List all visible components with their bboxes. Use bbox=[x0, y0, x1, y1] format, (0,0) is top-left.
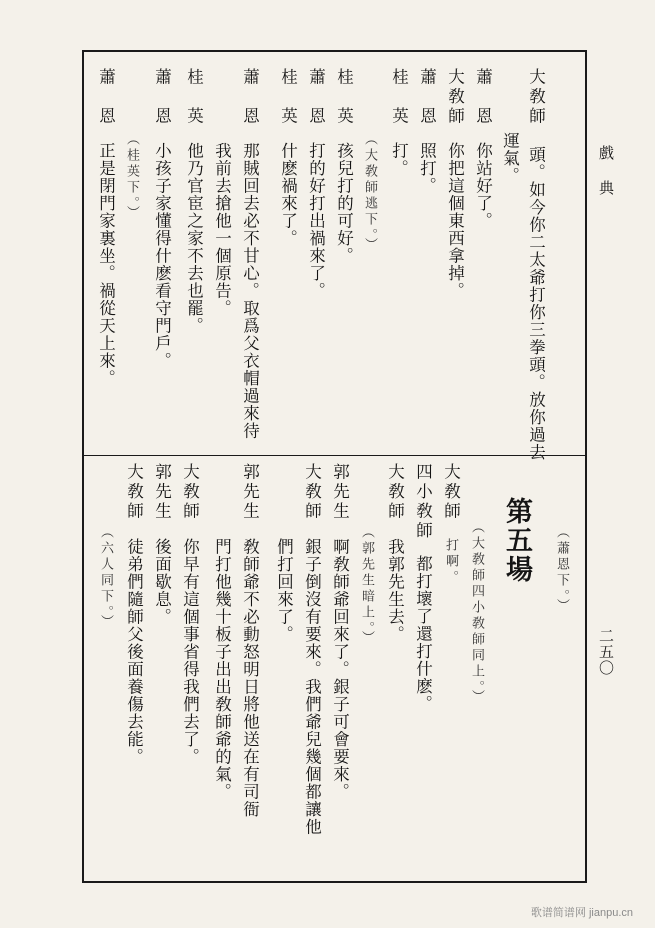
stage-direction: （郭先生暗上。） bbox=[359, 525, 374, 647]
dialogue-line: 打。 bbox=[389, 142, 409, 177]
site-watermark: 歌谱简谱网 jianpu.cn bbox=[530, 907, 633, 919]
dialogue-line: 頭。如今你二太爺打你三拳頭。放你過去 bbox=[526, 146, 546, 461]
dialogue-line: 小孩子家懂得什麽看守門戶。 bbox=[152, 142, 172, 370]
dialogue-line: 都打壞了還打什麽。 bbox=[413, 555, 433, 713]
dialogue-line: 什麽禍來了。 bbox=[278, 142, 298, 247]
speaker: 蕭 恩 bbox=[306, 68, 326, 127]
dialogue-line: 啊敎師爺回來了。銀子可會要來。 bbox=[330, 538, 350, 801]
speaker: 大敎師 bbox=[441, 463, 461, 522]
dialogue-line: 打啊。 bbox=[443, 538, 458, 586]
dialogue-line: 你早有這個事省得我們去了。 bbox=[180, 538, 200, 766]
dialogue-line: 徒弟們隨師父後面養傷去能。 bbox=[124, 538, 144, 766]
scene-heading: 第五場 bbox=[501, 497, 532, 584]
speaker: 桂 英 bbox=[184, 68, 204, 127]
dialogue-line: 他乃官宦之家不去也罷。 bbox=[184, 142, 204, 335]
stage-direction: （六人同下。） bbox=[98, 525, 113, 631]
speaker: 桂 英 bbox=[278, 68, 298, 127]
speaker: 蕭 恩 bbox=[96, 68, 116, 127]
dialogue-line: 運氣。 bbox=[500, 132, 520, 185]
speaker: 大敎師 bbox=[385, 463, 405, 522]
dialogue-line: 孩兒打的可好。 bbox=[334, 142, 354, 265]
running-header-title: 戲 典 bbox=[597, 145, 615, 196]
dialogue-line: 門打他幾十板子出出敎師爺的氣。 bbox=[212, 538, 232, 801]
speaker: 大敎師 bbox=[526, 68, 546, 127]
speaker: 大敎師 bbox=[445, 68, 465, 127]
dialogue-line: 打的好打出禍來了。 bbox=[306, 142, 326, 300]
page-number: 二五〇 bbox=[597, 628, 615, 676]
section-divider bbox=[84, 455, 585, 456]
speaker: 大敎師 bbox=[124, 463, 144, 522]
speaker: 郭先生 bbox=[152, 463, 172, 522]
speaker: 四小敎師 bbox=[413, 463, 433, 541]
speaker: 桂 英 bbox=[389, 68, 409, 127]
speaker: 蕭 恩 bbox=[152, 68, 172, 127]
dialogue-line: 你把這個東西拿掉。 bbox=[445, 142, 465, 300]
dialogue-line: 你站好了。 bbox=[473, 142, 493, 230]
stage-direction: （桂英下。） bbox=[124, 132, 139, 222]
speaker: 蕭 恩 bbox=[417, 68, 437, 127]
dialogue-line: 銀子倒沒有要來。我們爺兒幾個都讓他 bbox=[302, 538, 322, 836]
dialogue-line: 那賊回去必不甘心。取爲父衣帽過來待 bbox=[240, 142, 260, 440]
stage-direction: （大敎師逃下。） bbox=[362, 132, 377, 254]
speaker: 桂 英 bbox=[334, 68, 354, 127]
speaker: 大敎師 bbox=[180, 463, 200, 522]
speaker: 蕭 恩 bbox=[240, 68, 260, 127]
stage-direction: （蕭恩下。） bbox=[554, 525, 569, 615]
speaker: 郭先生 bbox=[240, 463, 260, 522]
dialogue-line: 正是閉門家裏坐。禍從天上來。 bbox=[96, 142, 116, 387]
dialogue-line: 後面歇息。 bbox=[152, 538, 172, 626]
dialogue-line: 我前去搶他一個原告。 bbox=[212, 142, 232, 317]
speaker: 郭先生 bbox=[330, 463, 350, 522]
speaker: 蕭 恩 bbox=[473, 68, 493, 127]
dialogue-line: 敎師爺不必動怒明日將他送在有司衙 bbox=[240, 538, 260, 818]
speaker: 大敎師 bbox=[302, 463, 322, 522]
dialogue-line: 我郭先生去。 bbox=[385, 538, 405, 643]
dialogue-line: 照打。 bbox=[417, 142, 437, 195]
dialogue-line: 們打回來了。 bbox=[274, 538, 294, 643]
stage-direction: （大敎師四小敎師同上。） bbox=[469, 520, 484, 706]
